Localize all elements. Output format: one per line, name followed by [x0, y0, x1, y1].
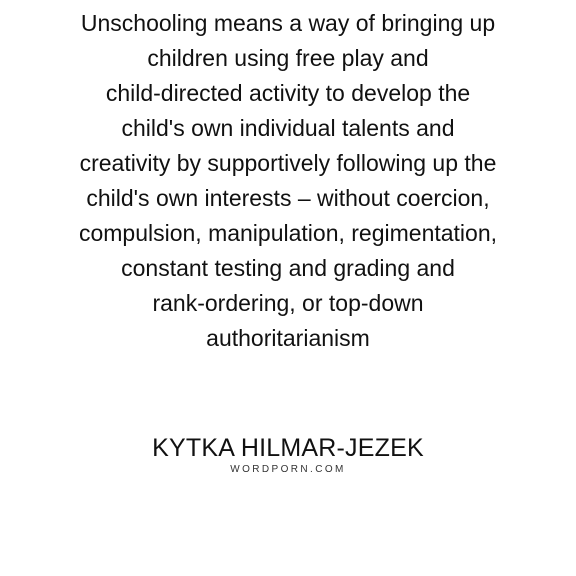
site-label: WORDPORN.COM	[230, 464, 346, 475]
quote-line: rank-ordering, or top-down	[152, 290, 424, 316]
quote-line: child's own individual talents and	[121, 115, 455, 141]
quote-line: constant testing and grading and	[121, 255, 455, 281]
quote-line: compulsion, manipulation, regimentation,	[78, 220, 498, 246]
quote-line: creativity by supportively following up the	[79, 150, 497, 176]
quote-line: authoritarianism	[206, 325, 370, 351]
author-name: KYTKA HILMAR-JEZEK	[152, 434, 424, 462]
quote-line: children using free play and	[147, 45, 429, 71]
quote-text	[0, 6, 576, 356]
quote-line: Unschooling means a way of bringing up	[80, 10, 496, 36]
quote-line: child-directed activity to develop the	[105, 80, 471, 106]
quote-line: child's own interests – without coercion,	[86, 185, 490, 211]
